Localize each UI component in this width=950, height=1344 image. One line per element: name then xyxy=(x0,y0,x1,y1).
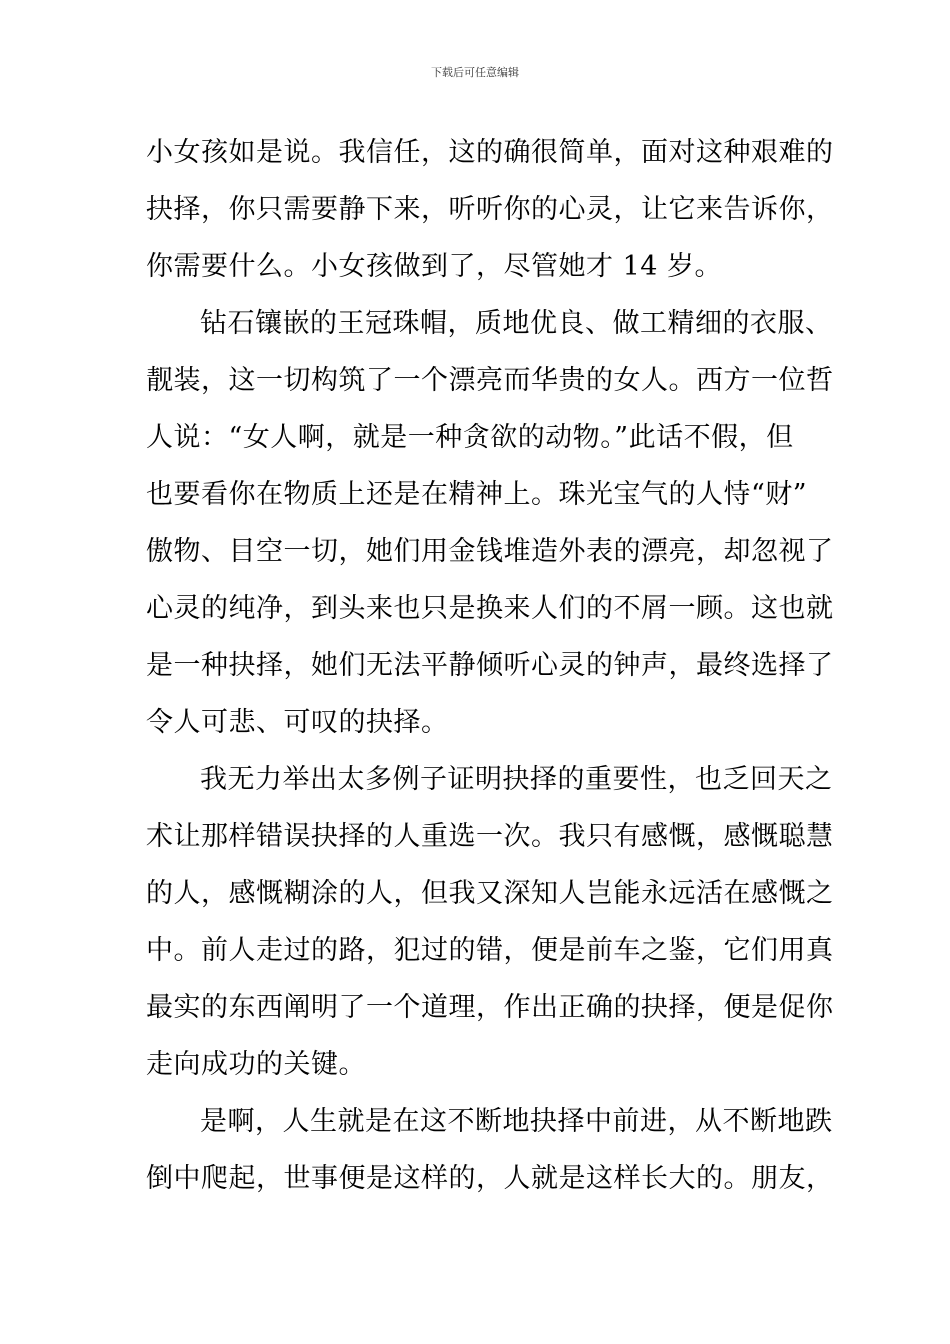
paragraph-line: 走向成功的关键。 xyxy=(146,1049,366,1080)
paragraph-line: 靓装，这一切构筑了一个漂亮而华贵的女人。西方一位哲 xyxy=(146,365,834,396)
paragraph-2 xyxy=(146,295,834,751)
paragraph-line: 是啊，人生就是在这不断地抉择中前进，从不断地跌 xyxy=(200,1106,833,1137)
paragraph-line: 心灵的纯净，到头来也只是换来人们的不屑一顾。这也就 xyxy=(146,593,834,624)
paragraph-line: 是一种抉择，她们无法平静倾听心灵的钟声，最终选择了 xyxy=(146,650,834,681)
paragraph-line: 我无力举出太多例子证明抉择的重要性，也乏回天之 xyxy=(200,764,833,795)
page-header: 下载后可任意编辑 xyxy=(431,66,519,79)
paragraph-line: 最实的东西阐明了一个道理，作出正确的抉择，便是促你 xyxy=(146,992,834,1023)
paragraph-line: 的人，感慨糊涂的人，但我又深知人岂能永远活在感慨之 xyxy=(146,878,834,909)
paragraph-line: 小女孩如是说。我信任，这的确很简单，面对这种艰难的 xyxy=(146,137,834,168)
paragraph-line: 钻石镶嵌的王冠珠帽，质地优良、做工精细的衣服、 xyxy=(200,308,833,339)
paragraph-line: 倒中爬起，世事便是这样的，人就是这样长大的。朋友， xyxy=(146,1163,834,1194)
paragraph-line: 人说：“女人啊，就是一种贪欲的动物。”此话不假，但 xyxy=(146,422,794,453)
paragraph-4 xyxy=(146,1093,834,1207)
paragraph-1 xyxy=(146,124,834,295)
paragraph-line: 傲物、目空一切，她们用金钱堆造外表的漂亮，却忽视了 xyxy=(146,536,834,567)
paragraph-line: 术让那样错误抉择的人重选一次。我只有感慨，感慨聪慧 xyxy=(146,821,834,852)
paragraph-line: 你需要什么。小女孩做到了，尽管她才 14 岁。 xyxy=(146,251,723,282)
paragraph-line: 抉择，你只需要静下来，听听你的心灵，让它来告诉你， xyxy=(146,194,834,225)
paragraph-line: 令人可悲、可叹的抉择。 xyxy=(146,707,449,738)
paragraph-3 xyxy=(146,751,834,1093)
paragraph-line: 也要看你在物质上还是在精神上。珠光宝气的人恃“财” xyxy=(146,479,808,510)
paragraph-line: 中。前人走过的路，犯过的错，便是前车之鉴，它们用真 xyxy=(146,935,834,966)
document-body xyxy=(146,124,834,1207)
